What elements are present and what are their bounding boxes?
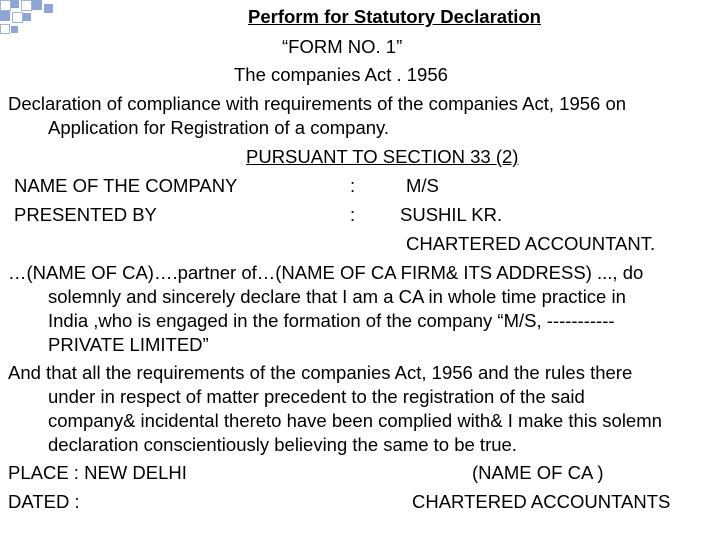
declaration-heading-line1: Declaration of compliance with requirements of the companies Act, 1956 on <box>8 93 627 114</box>
page-title: Perform for Statutory Declaration <box>248 6 541 27</box>
presented-by-colon: : <box>350 204 356 225</box>
form-number: “FORM NO. 1” <box>282 36 403 57</box>
company-name-colon: : <box>350 175 356 196</box>
presented-by-label: PRESENTED BY <box>14 204 157 225</box>
name-of-ca: (NAME OF CA ) <box>472 462 604 483</box>
para2-line3: company& incidental thereto have been complied with& I make this solemn <box>48 410 662 431</box>
declaration-heading-line2: Application for Registration of a company. <box>48 117 390 138</box>
company-name-label: NAME OF THE COMPANY <box>14 175 238 196</box>
pursuant-section: PURSUANT TO SECTION 33 (2) <box>246 146 519 167</box>
company-name-value: M/S <box>406 175 439 196</box>
place-line: PLACE : NEW DELHI <box>8 462 187 483</box>
para1-line1: …(NAME OF CA)….partner of…(NAME OF CA FIRM& ITS ADDRESS) ..., do <box>8 262 644 283</box>
para1-line4: PRIVATE LIMITED” <box>48 334 209 355</box>
chartered-accountants: CHARTERED ACCOUNTANTS <box>412 491 671 512</box>
corner-decoration <box>0 0 60 42</box>
presented-by-designation: CHARTERED ACCOUNTANT. <box>406 233 656 254</box>
para2-line4: declaration conscientiously believing the same to be true. <box>48 434 517 455</box>
para1-line2: solemnly and sincerely declare that I am a CA in whole time practice in <box>48 286 626 307</box>
para1-line3: India ,who is engaged in the formation of the company “M/S, ----------- <box>48 310 615 331</box>
para2-line2: under in respect of matter precedent to the registration of the said <box>48 386 585 407</box>
presented-by-value: SUSHIL KR. <box>400 204 503 225</box>
para2-line1: And that all the requirements of the companies Act, 1956 and the rules there <box>8 362 633 383</box>
act-name: The companies Act . 1956 <box>234 64 448 85</box>
dated-line: DATED : <box>8 491 80 512</box>
